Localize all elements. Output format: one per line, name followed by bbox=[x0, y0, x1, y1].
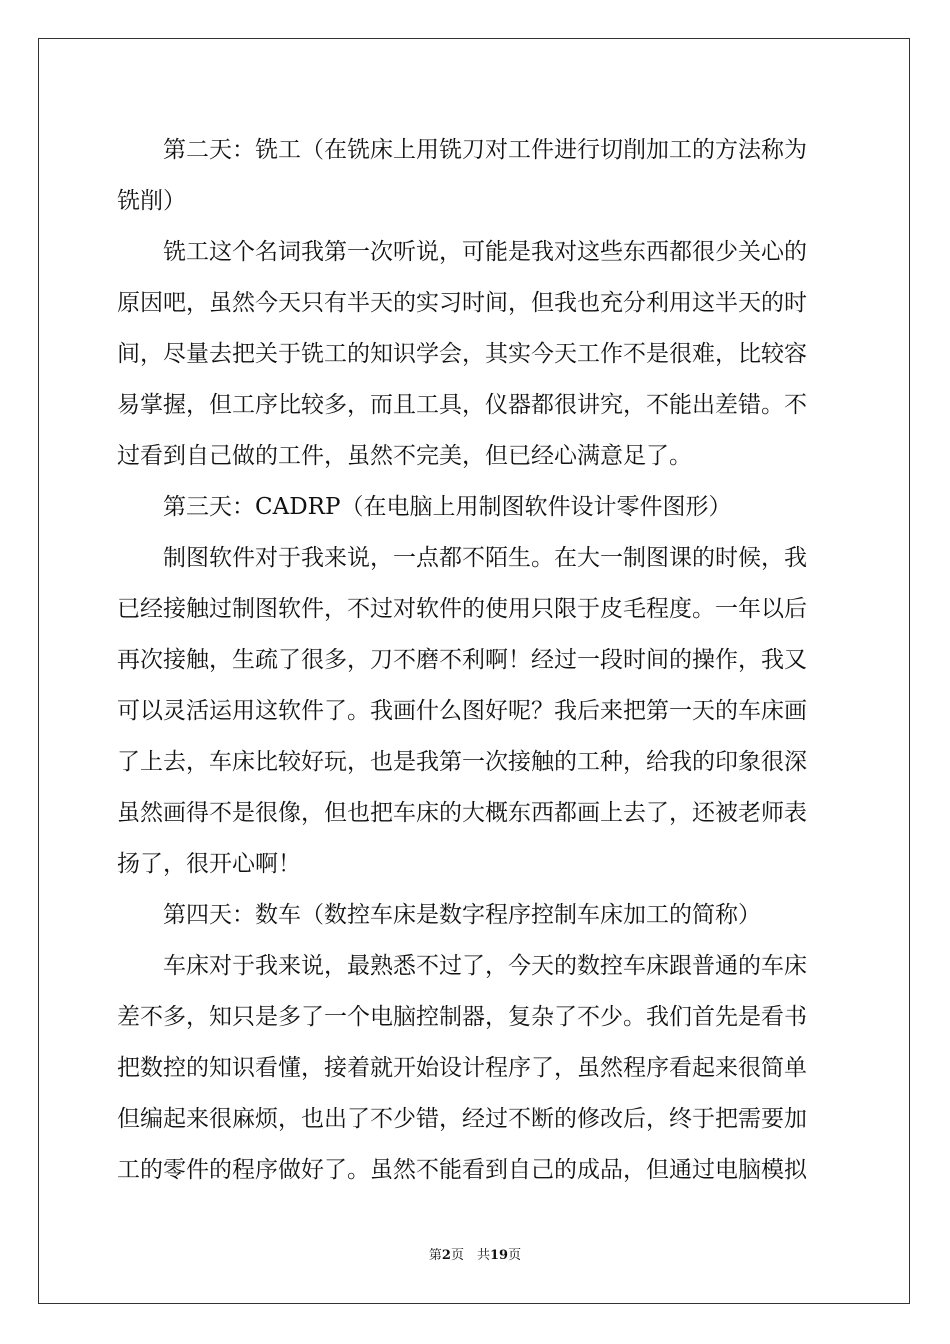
text-line: 原因吧，虽然今天只有半天的实习时间，但我也充分利用这半天的时 bbox=[117, 290, 807, 316]
text-line: 了上去，车床比较好玩，也是我第一次接触的工种，给我的印象很深 bbox=[117, 749, 807, 775]
text-line: 工的零件的程序做好了。虽然不能看到自己的成品，但通过电脑模拟 bbox=[117, 1157, 807, 1183]
text-line: 铣削） bbox=[117, 188, 186, 214]
text-line: 间，尽量去把关于铣工的知识学会，其实今天工作不是很难，比较容 bbox=[117, 341, 807, 367]
page-number-current: 2 bbox=[441, 1248, 451, 1263]
text-line: 虽然画得不是很像，但也把车床的大概东西都画上去了，还被老师表 bbox=[117, 800, 807, 826]
text-line: 但编起来很麻烦，也出了不少错，经过不断的修改后，终于把需要加 bbox=[117, 1106, 807, 1132]
text-line: 再次接触，生疏了很多，刀不磨不利啊！经过一段时间的操作，我又 bbox=[117, 647, 807, 673]
text-line: 第二天：铣工（在铣床上用铣刀对工件进行切削加工的方法称为 bbox=[163, 137, 807, 163]
text-line: 扬了，很开心啊！ bbox=[117, 851, 301, 877]
text-line: 过看到自己做的工件，虽然不完美，但已经心满意足了。 bbox=[117, 443, 692, 469]
text-line: 可以灵活运用这软件了。我画什么图好呢？我后来把第一天的车床画 bbox=[117, 698, 807, 724]
text-line: 差不多，知只是多了一个电脑控制器，复杂了不少。我们首先是看书 bbox=[117, 1004, 807, 1030]
text-line: 制图软件对于我来说，一点都不陌生。在大一制图课的时候，我 bbox=[163, 545, 807, 571]
text-line: 易掌握，但工序比较多，而且工具，仪器都很讲究，不能出差错。不 bbox=[117, 392, 807, 418]
page-label-mid: 页 共 bbox=[450, 1248, 490, 1263]
text-line: 第三天：CADRP（在电脑上用制图软件设计零件图形） bbox=[163, 494, 732, 520]
text-line: 已经接触过制图软件，不过对软件的使用只限于皮毛程度。一年以后 bbox=[117, 596, 807, 622]
text-line: 把数控的知识看懂，接着就开始设计程序了，虽然程序看起来很简单 bbox=[117, 1055, 807, 1081]
page-number-total: 19 bbox=[489, 1248, 509, 1263]
page-label-prefix: 第 bbox=[428, 1248, 442, 1263]
page-footer bbox=[0, 1244, 950, 1263]
text-line: 车床对于我来说，最熟悉不过了，今天的数控车床跟普通的车床 bbox=[163, 953, 807, 979]
text-line: 铣工这个名词我第一次听说，可能是我对这些东西都很少关心的 bbox=[163, 239, 807, 265]
page-label-suffix: 页 bbox=[508, 1248, 522, 1263]
text-line: 第四天：数车（数控车床是数字程序控制车床加工的简称） bbox=[163, 902, 761, 928]
document-body bbox=[117, 125, 833, 1196]
